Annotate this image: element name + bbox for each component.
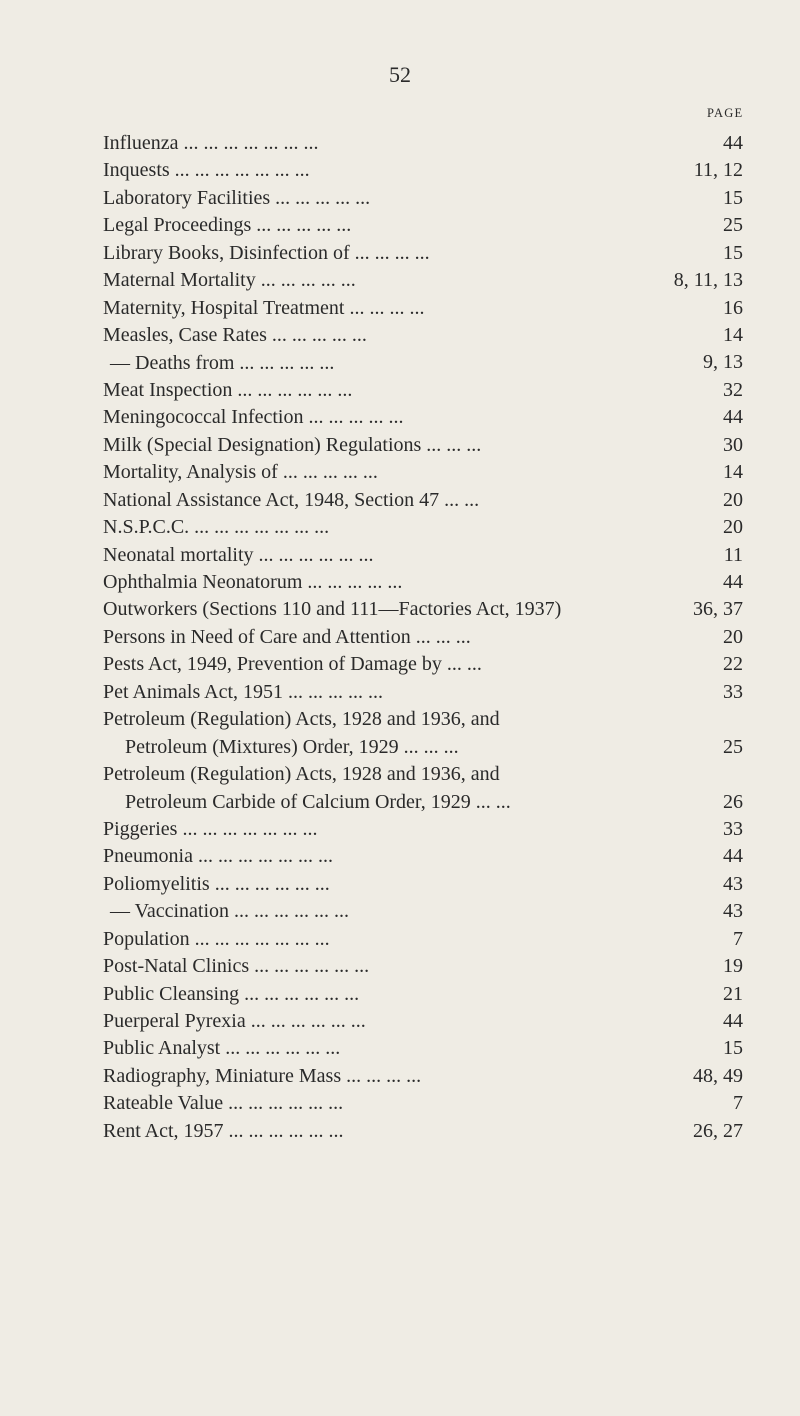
index-entry-label (110, 350, 670, 377)
dot-leader: ... ... ... ... ... ... (223, 1119, 344, 1142)
dot-leader: ... ... ... ... ... (277, 461, 378, 484)
index-entry (103, 1008, 743, 1035)
dot-leader: ... ... ... ... ... ... ... (169, 159, 310, 182)
dot-leader: ... ... ... ... (341, 1064, 422, 1087)
dot-leader: ... ... ... (410, 625, 471, 648)
dot-leader: ... ... ... ... ... ... ... (189, 927, 330, 950)
index-entry (103, 816, 743, 843)
entry-text: Piggeries (103, 817, 178, 840)
index-entry-label (103, 514, 663, 541)
dot-leader: ... ... ... ... ... ... (229, 900, 350, 923)
index-entry-pages: 11, 12 (693, 159, 743, 182)
index-entry (103, 569, 743, 596)
dot-leader: ... ... ... ... ... ... (232, 378, 353, 401)
index-entry-label (103, 1063, 663, 1090)
index-entry-pages: 7 (733, 1092, 743, 1115)
entry-text: Laboratory Facilities (103, 186, 271, 209)
entry-text: Pet Animals Act, 1951 (103, 680, 283, 703)
dot-leader: ... ... ... ... ... (234, 351, 335, 374)
index-entry-pages: 44 (723, 406, 743, 429)
index-entry (103, 185, 743, 212)
index-entry-pages: 15 (723, 241, 743, 264)
index-entry-pages: 48, 49 (693, 1064, 743, 1087)
entry-text-continued (103, 789, 648, 816)
entry-text: Petroleum (Regulation) Acts, 1928 and 1936, and (103, 708, 500, 731)
index-entry (103, 240, 743, 267)
index-entry (103, 295, 743, 322)
entry-text: Milk (Special Designation) Regulations (103, 433, 422, 456)
index-entry-label (103, 542, 663, 569)
entry-text: Public Analyst (103, 1037, 221, 1060)
entry-text: Maternal Mortality (103, 269, 256, 292)
dot-leader: ... ... ... ... ... ... (220, 1037, 341, 1060)
entry-text: Influenza (103, 132, 179, 154)
page-number: 52 (389, 62, 411, 87)
dot-leader: ... ... ... ... ... (283, 680, 383, 703)
entry-text-line2: Petroleum (Mixtures) Order, 1929 (125, 735, 399, 758)
index-entry (103, 679, 743, 706)
index-entry-label (103, 377, 663, 404)
index-entry-pages: 20 (723, 488, 743, 511)
index-entry-pages: 20 (723, 516, 743, 539)
entry-text: Mortality, Analysis of (103, 461, 278, 484)
index-entry (103, 212, 743, 239)
index-entry (103, 1063, 743, 1090)
index-entry (103, 267, 743, 294)
index-entry-pages: 9, 13 (703, 351, 743, 374)
index-entry (103, 843, 743, 870)
dot-leader: ... ... ... ... ... (251, 214, 352, 237)
entry-text: Meningococcal Infection (103, 406, 304, 429)
index-entry (103, 871, 743, 898)
index-entry-pages: 26 (723, 790, 743, 813)
index-entry-pages: 30 (723, 433, 743, 456)
index-entry-label (103, 487, 663, 514)
index-entry-label (103, 240, 663, 267)
index-entry-pages: 44 (723, 845, 743, 868)
entry-text: Pests Act, 1949, Prevention of Damage by (103, 653, 442, 676)
dot-leader: ... ... (441, 653, 482, 676)
index-entry-pages: 20 (723, 625, 743, 648)
entry-text: Public Cleansing (103, 982, 240, 1005)
index-entry (103, 761, 743, 816)
index-entry-label (103, 624, 663, 651)
index-entry (103, 596, 743, 623)
index-entry-label (103, 651, 663, 678)
index-entry-label (103, 679, 663, 706)
index-entry (103, 624, 743, 651)
entry-text: Puerperal Pyrexia (103, 1010, 246, 1033)
index-entry-label (103, 871, 663, 898)
entry-text: Pneumonia (103, 845, 193, 868)
index-entry-label (103, 459, 663, 486)
index-entry (103, 157, 743, 184)
dot-leader: ... ... ... ... ... ... (223, 1092, 344, 1115)
entry-text: Library Books, Disinfection of (103, 241, 350, 264)
index-entry-pages: 44 (723, 570, 743, 593)
index-entry-pages: 36, 37 (693, 598, 743, 621)
entry-text: Inquests (103, 159, 170, 182)
index-entry-pages: 7 (733, 927, 743, 950)
dot-leader: ... ... ... ... ... ... (209, 872, 330, 895)
index-entry-label (110, 898, 670, 925)
index-entry (103, 1118, 743, 1145)
entry-text: Petroleum (Regulation) Acts, 1928 and 1936, and (103, 763, 500, 786)
index-entry-label (103, 569, 663, 596)
entry-text: Measles, Case Rates (103, 324, 267, 347)
index-entry (103, 926, 743, 953)
index-entry (103, 322, 743, 349)
index-entry (103, 1090, 743, 1117)
entry-text: Post-Natal Clinics (103, 955, 250, 978)
dot-leader: ... ... ... ... ... ... ... (178, 132, 319, 154)
index-entry-label (103, 761, 648, 816)
dot-leader: ... ... (470, 790, 511, 813)
index-entry-label (103, 185, 663, 212)
index-entry-pages: 14 (723, 461, 743, 484)
index-entry-pages: 32 (723, 378, 743, 401)
index-entry (103, 1035, 743, 1062)
entry-text: Neonatal mortality (103, 543, 254, 566)
entry-text: Outworkers (Sections 110 and 111—Factories Act, 1937) (103, 598, 562, 621)
entry-text: Maternity, Hospital Treatment (103, 296, 345, 319)
index-entry-pages: 44 (723, 1010, 743, 1033)
index-entry-pages: 26, 27 (693, 1119, 743, 1142)
index-entry-label (103, 1035, 663, 1062)
entry-text: Rent Act, 1957 (103, 1119, 224, 1142)
entry-text: Population (103, 927, 190, 950)
index-entry-pages: 11 (723, 543, 743, 566)
entry-text: National Assistance Act, 1948, Section 47 (103, 488, 440, 511)
dot-leader: ... ... ... ... ... (303, 406, 404, 429)
index-entry-pages: 14 (723, 324, 743, 347)
index-entry (103, 542, 743, 569)
entry-text: Radiography, Miniature Mass (103, 1064, 342, 1087)
index-entry-label (103, 1118, 663, 1145)
index-entry-pages: 44 (723, 131, 743, 154)
entry-text: Meat Inspection (103, 378, 233, 401)
dot-leader: ... ... ... ... ... (255, 269, 356, 292)
index-entry (103, 487, 743, 514)
index-entry-pages: 43 (723, 872, 743, 895)
index-entry-label (103, 1090, 663, 1117)
index-entry (103, 651, 743, 678)
index-entry-pages: 15 (723, 186, 743, 209)
dot-leader: ... ... ... ... (344, 296, 425, 319)
index-entry-label (103, 404, 663, 431)
dot-leader: ... ... ... ... ... (266, 324, 367, 347)
index-entry-label (103, 843, 663, 870)
dot-leader: ... ... ... ... (349, 241, 430, 264)
index-entry-pages: 25 (723, 214, 743, 237)
index-entry-label (103, 212, 663, 239)
dot-leader: ... ... ... ... ... ... (245, 1010, 366, 1033)
index-entry-label (103, 926, 663, 953)
index-entry-pages: 33 (723, 680, 743, 703)
dot-leader: ... ... ... ... ... ... ... (177, 817, 318, 840)
index-entry-label (103, 130, 663, 157)
entry-text: Ophthalmia Neonatorum (103, 571, 303, 593)
index-entry-label (103, 157, 663, 184)
index-entry-pages: 22 (723, 653, 743, 676)
index-entry-pages: 33 (723, 817, 743, 840)
index-entry-label (103, 267, 663, 294)
index-entry-label (103, 816, 663, 843)
index-entry-label (103, 295, 663, 322)
index-entry (103, 404, 743, 431)
index-entry-label (103, 953, 663, 980)
index-entry-pages: 21 (723, 982, 743, 1005)
index-list (103, 130, 743, 1145)
index-entry-pages: 16 (723, 296, 743, 319)
index-entry-label (103, 981, 663, 1008)
index-entry (103, 514, 743, 541)
dot-leader: ... ... ... (421, 433, 482, 456)
index-entry (103, 981, 743, 1008)
index-entry-pages: 8, 11, 13 (673, 269, 743, 292)
index-entry-label (103, 432, 663, 459)
dot-leader: ... ... ... ... ... ... ... (193, 845, 333, 868)
index-entry-pages: 15 (723, 1037, 743, 1060)
index-entry (103, 898, 743, 925)
dot-leader: ... ... ... ... ... (302, 571, 403, 593)
index-entry-pages: 19 (723, 955, 743, 978)
entry-text-continued (103, 734, 648, 761)
index-entry (103, 130, 743, 157)
dot-leader: ... ... (439, 488, 480, 511)
index-entry (103, 350, 743, 377)
dot-leader: ... ... ... (398, 735, 459, 758)
entry-text: N.S.P.C.C. (103, 516, 190, 539)
index-entry-label (103, 1008, 663, 1035)
entry-text: — Deaths from (110, 351, 235, 374)
index-entry-pages: 43 (723, 900, 743, 923)
page-column-heading: PAGE (707, 106, 744, 120)
index-entry-label (103, 596, 663, 623)
index-entry-pages: 25 (723, 735, 743, 758)
index-entry (103, 459, 743, 486)
dot-leader: ... ... ... ... ... ... ... (189, 516, 330, 539)
entry-text: Rateable Value (103, 1092, 224, 1115)
dot-leader: ... ... ... ... ... ... (249, 955, 370, 978)
index-entry-label (103, 322, 663, 349)
entry-text: Persons in Need of Care and Attention (103, 625, 411, 648)
dot-leader: ... ... ... ... ... ... (239, 982, 360, 1005)
dot-leader: ... ... ... ... ... ... (253, 543, 374, 566)
index-entry (103, 432, 743, 459)
index-entry (103, 706, 743, 761)
entry-text: Legal Proceedings (103, 214, 252, 237)
entry-text: Poliomyelitis (103, 872, 210, 895)
index-entry (103, 377, 743, 404)
entry-text-line2: Petroleum Carbide of Calcium Order, 1929 (125, 790, 471, 813)
dot-leader: ... ... ... ... ... (270, 186, 371, 209)
index-entry (103, 953, 743, 980)
entry-text: — Vaccination (110, 900, 230, 923)
index-entry-label (103, 706, 648, 761)
